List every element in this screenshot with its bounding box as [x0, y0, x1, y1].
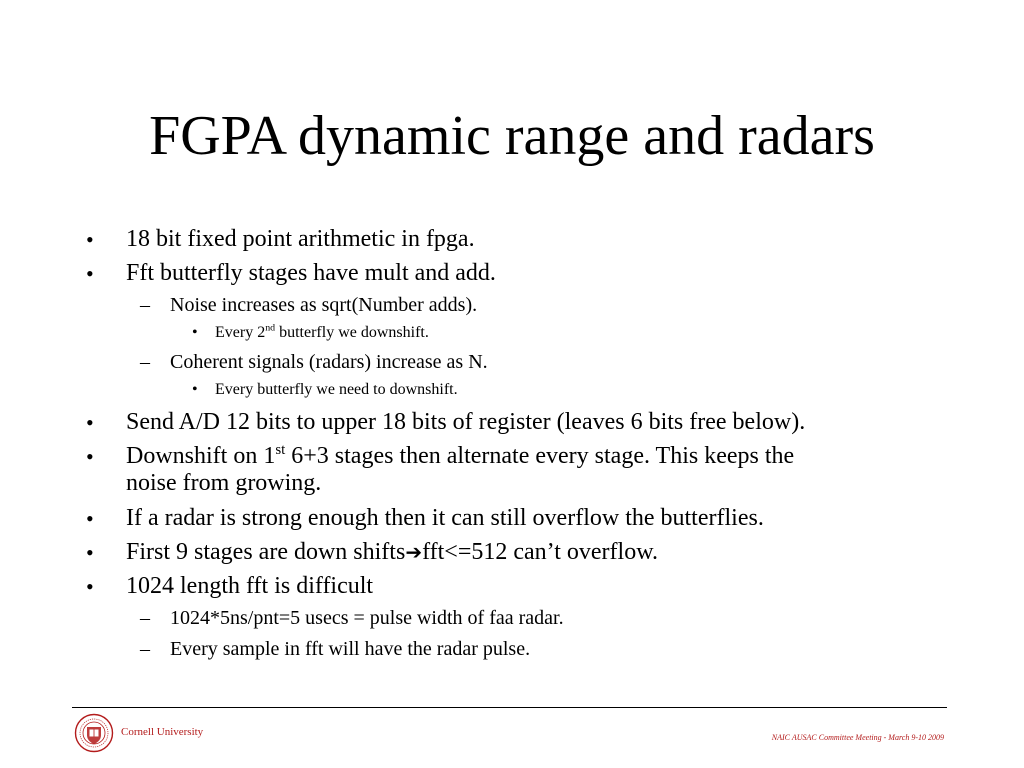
arrow-right-icon: ➔: [405, 540, 423, 564]
bullet-marker: •: [192, 324, 198, 341]
bullet-item-continuation: noise from growing.: [126, 470, 322, 496]
bullet-marker: •: [86, 410, 94, 435]
bullet-marker: •: [86, 540, 94, 565]
dash-marker: –: [140, 351, 150, 373]
bullet-item: First 9 stages are down shifts➔fft<=512 can’t overflow.: [126, 539, 658, 565]
bullet-marker: •: [86, 574, 94, 599]
cornell-university-logo-text: Cornell University: [121, 726, 204, 738]
bullet-item: 18 bit fixed point arithmetic in fpga.: [126, 226, 475, 252]
bullet-marker: •: [192, 381, 198, 398]
dash-marker: –: [140, 607, 150, 629]
dash-marker: –: [140, 638, 150, 660]
bullet-item: 1024 length fft is difficult: [126, 573, 374, 599]
footer-meeting-text: NAIC AUSAC Committee Meeting - March 9-10 2009: [771, 733, 944, 742]
sub-sub-bullet-item: Every butterfly we need to downshift.: [215, 381, 458, 398]
footer-divider: [72, 707, 947, 708]
bullet-item: If a radar is strong enough then it can still overflow the butterflies.: [126, 505, 764, 531]
cornell-seal-icon: [74, 713, 114, 753]
dash-marker: –: [140, 294, 150, 316]
sub-bullet-item: 1024*5ns/pnt=5 usecs = pulse width of faa radar.: [170, 607, 564, 629]
sub-sub-bullet-item: Every 2nd butterfly we downshift.: [215, 322, 429, 341]
sub-bullet-item: Coherent signals (radars) increase as N.: [170, 351, 488, 373]
sub-bullet-item: Noise increases as sqrt(Number adds).: [170, 294, 478, 316]
bullet-item: Fft butterfly stages have mult and add.: [126, 260, 496, 286]
bullet-marker: •: [86, 227, 94, 252]
bullet-item: Downshift on 1st 6+3 stages then alternate every stage. This keeps the: [126, 442, 795, 469]
bullet-marker: •: [86, 444, 94, 469]
slide-title: FGPA dynamic range and radars: [149, 105, 875, 167]
bullet-marker: •: [86, 506, 94, 531]
bullet-marker: •: [86, 261, 94, 286]
sub-bullet-item: Every sample in fft will have the radar pulse.: [170, 638, 531, 660]
bullet-item: Send A/D 12 bits to upper 18 bits of register (leaves 6 bits free below).: [126, 409, 806, 435]
